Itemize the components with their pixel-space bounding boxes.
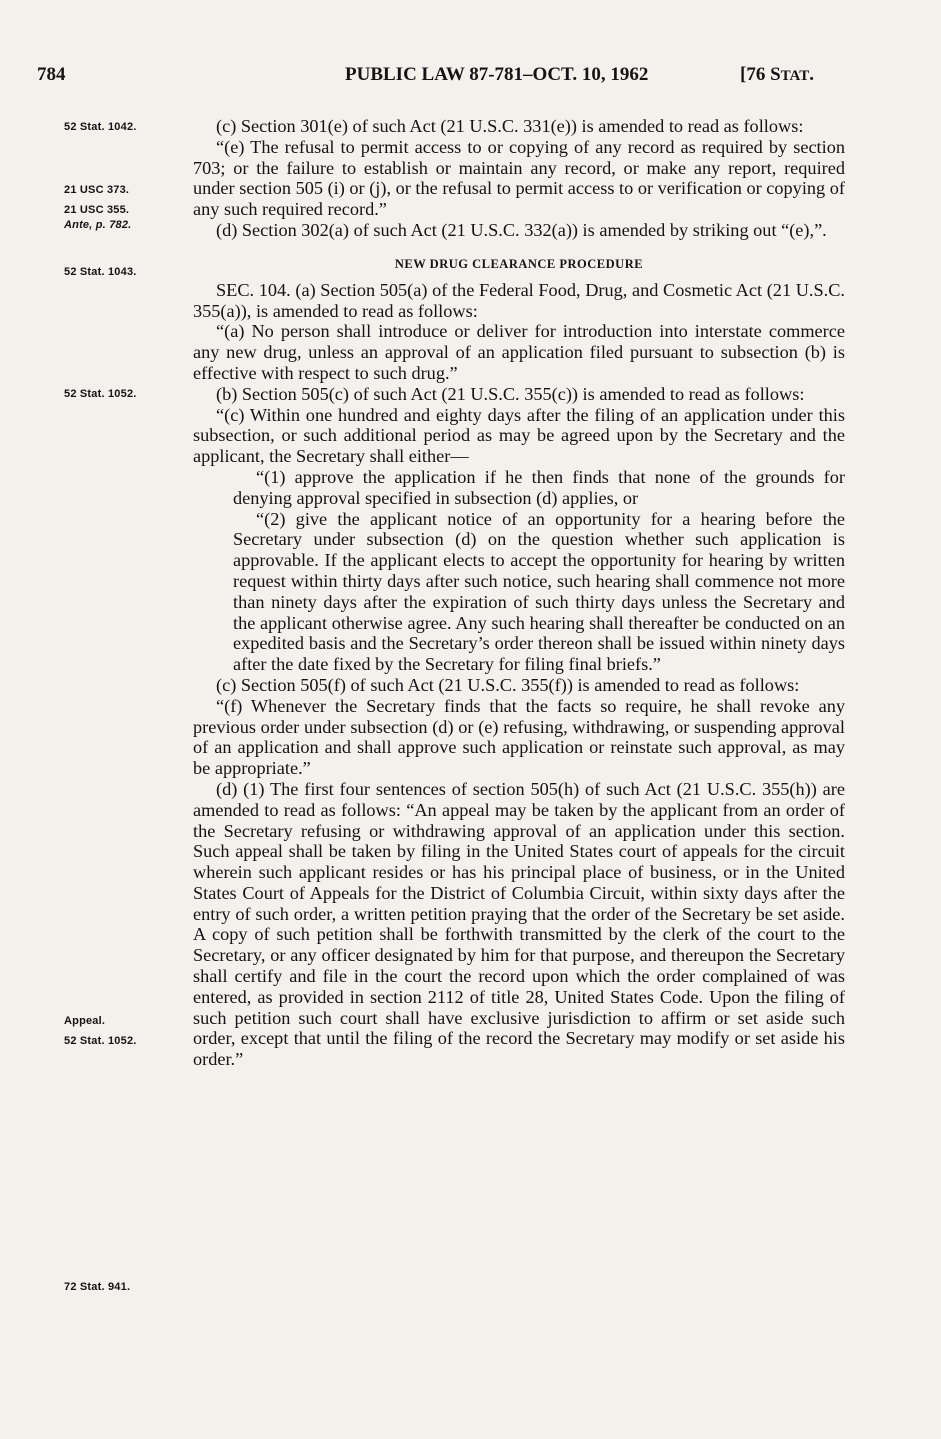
margin-note-21-usc-355: 21 USC 355. [64, 204, 130, 216]
paragraph-section-505h: (d) (1) The first four sentences of section 505(h) of such Act (21 U.S.C. 355(h)) are amended to read as follows: “An appeal may be taken by the applicant from an order of the Secretary refusing or withdrawing approval of an application under this section. Such appeal shall be taken by filing in the United States court of appeals for the circuit wherein such applicant resides or has his principal place of business, or in the United States Court of Appeals for the District of Columbia Circuit, within sixty days after the entry of such order, a written petition praying that the order of the Secretary be set aside. A copy of such petition shall be forthwith transmitted by the clerk of the court to the Secretary, or any officer designated by him for that purpose, and thereupon the Secretary shall certify and file in the court the record upon which the order complained of was entered, as provided in section 2112 of title 28, United States Code. Upon the filing of such petition such court shall have exclusive jurisdiction to affirm or set aside such order, except that until the filing of the record the Secretary may modify or set aside his order.” [193, 778, 845, 1070]
margin-note-21-usc-373: 21 USC 373. [64, 184, 130, 196]
running-title: PUBLIC LAW 87-781–OCT. 10, 1962 [345, 64, 649, 85]
page-number: 784 [37, 64, 66, 85]
margin-note-52-stat-1043: 52 Stat. 1043. [64, 266, 137, 278]
paragraph-section-505f: (c) Section 505(f) of such Act (21 U.S.C. 355(f)) is amended to read as follows: [216, 674, 800, 695]
paragraph-section-302a: (d) Section 302(a) of such Act (21 U.S.C. 332(a)) is amended by striking out “(e),”. [216, 219, 827, 240]
paragraph-505f-text: “(f) Whenever the Secretary finds that the facts so require, he shall revoke any previous order under subsection (d) or (e) refusing, withdrawing, or suspending approval of an application and shall approve such application or reinstate such approval, as may be appropriate.” [193, 695, 845, 779]
paragraph-505c-clause-1: “(1) approve the application if he then finds that none of the grounds for denying approval specified in subsection (d) applies, or [233, 466, 845, 508]
margin-note-52-stat-1042: 52 Stat. 1042. [64, 121, 137, 133]
margin-note-appeal: Appeal. [64, 1015, 106, 1027]
margin-note-52-stat-1052: 52 Stat. 1052. [64, 388, 137, 400]
margin-note-ante-782: Ante, p. 782. [64, 219, 132, 231]
paragraph-section-301e: (c) Section 301(e) of such Act (21 U.S.C. 331(e)) is amended to read as follows: [216, 116, 804, 136]
volume-reference: [76 STAT. [740, 64, 815, 85]
paragraph-505a-text: “(a) No person shall introduce or deliver for introduction into interstate commerce any new drug, unless an approval of an application filed pursuant to subsection (b) is effective with respect to such drug.” [193, 321, 845, 383]
paragraph-505c-clause-2: “(2) give the applicant notice of an opportunity for a hearing before the Secretary under subsection (d) on the question whether such application is approvable. If the applicant elects to accept the opportunity for hearing by written request within thirty days after such notice, such hearing shall commence not more than ninety days after the expiration of such thirty days unless the Secretary and the applicant otherwise agree. Any such hearing shall thereafter be conducted on an expedited basis and the Secretary’s order thereon shall be issued within ninety days after the date fixed by the Secretary for filing final briefs.” [233, 508, 845, 675]
paragraph-sec-104: SEC. 104. (a) Section 505(a) of the Federal Food, Drug, and Cosmetic Act (21 U.S.C. 355(a)), is amended to read as follows: [193, 279, 845, 321]
paragraph-section-505c: (b) Section 505(c) of such Act (21 U.S.C. 355(c)) is amended to read as follows: [216, 383, 805, 404]
paragraph-amended-301e-text: “(e) The refusal to permit access to or copying of any record as required by section 703; or the failure to establish or maintain any record, or make any report, required under section 505 (i) or (j), or the refusal to permit access to or verification or copying of any such required record.” [193, 136, 845, 220]
page-header [0, 64, 941, 90]
margin-note-52-stat-1052-b: 52 Stat. 1052. [64, 1035, 137, 1047]
margin-note-72-stat-941: 72 Stat. 941. [64, 1281, 131, 1293]
paragraph-505c-text: “(c) Within one hundred and eighty days after the filing of an application under this subsection, or such additional period as may be agreed upon by the Secretary and the applicant, the Secretary shall either— [193, 404, 845, 467]
body-text [193, 116, 845, 1070]
section-heading: NEW DRUG CLEARANCE PROCEDURE [394, 256, 644, 271]
